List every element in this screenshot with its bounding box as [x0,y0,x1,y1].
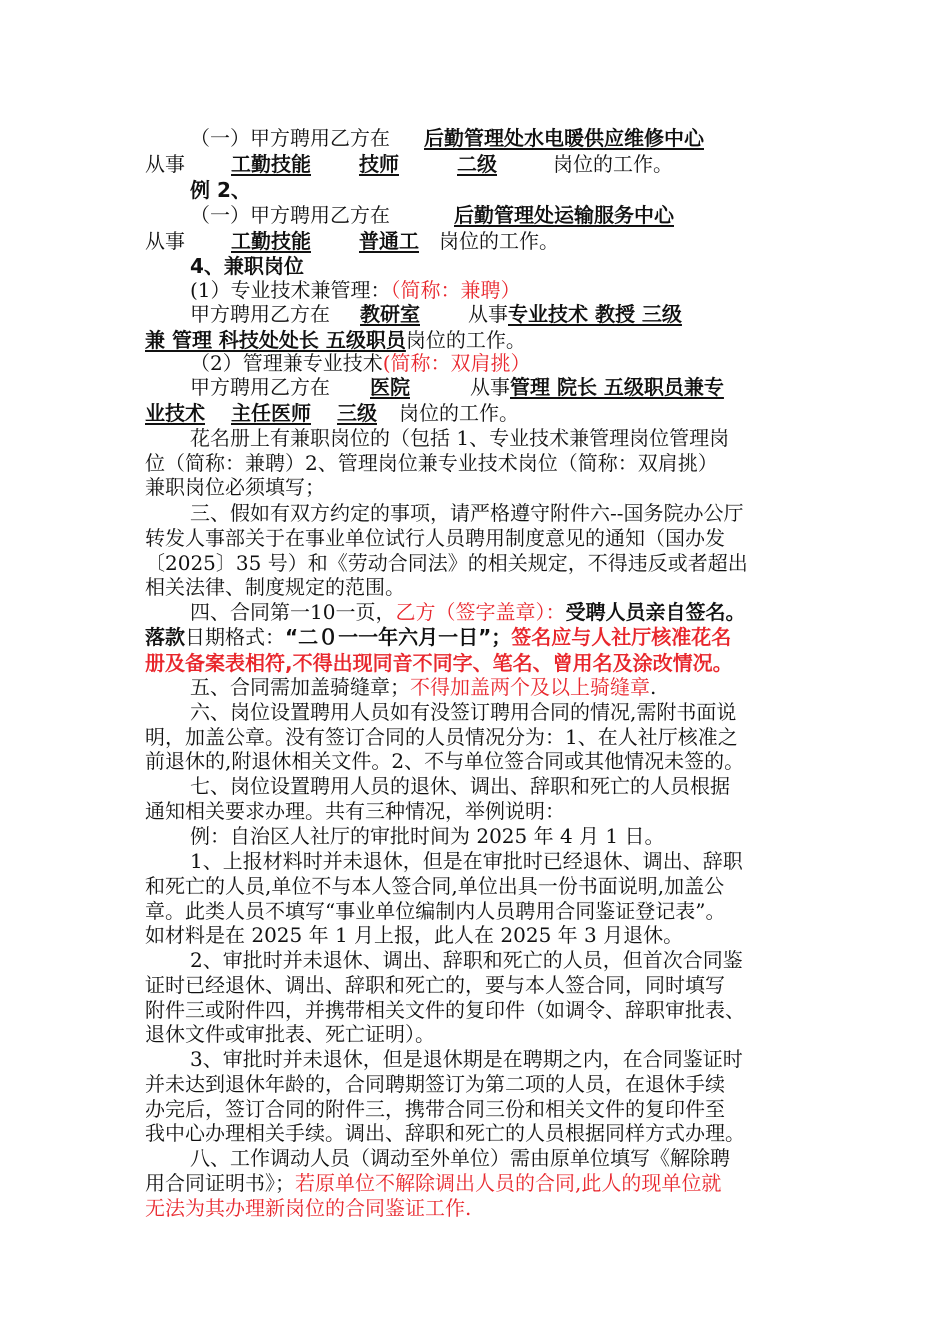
red-note: （简称：兼聘） [390,278,521,302]
text-span: 从事 [145,229,185,253]
underlined-field: 业技术 主任医师 三级 [145,401,377,425]
underlined-field: 教研室 [360,302,420,326]
underlined-field: 工勤技能 普通工 [231,229,419,253]
paragraph-line: 1、上报材料时并未退休，但是在审批时已经退休、调出、辞职 [190,849,743,873]
text-line: 落款日期格式：“二０一一年六月一日”；签名应与人社厅核准花名 [145,625,732,649]
underlined-field: 兼 管理 科技处处长 五级职员 [145,328,406,352]
red-bold-note: 册及备案表相符,不得出现同音不同字、笔名、曾用名及涂改情况。 [145,651,733,675]
red-bold-note: 签名应与人社厅核准花名 [511,625,732,649]
underlined-field: 专业技术 教授 三级 [508,302,682,326]
text-line: 业技术 主任医师 三级 岗位的工作。 [145,401,519,425]
text-line: (1）专业技术兼管理：（简称：兼聘） [190,278,521,302]
underlined-field: 后勤管理处运输服务中心 [454,203,674,227]
text-line: 兼 管理 科技处处长 五级职员岗位的工作。 [145,328,526,352]
text-span: 岗位的工作。 [439,229,559,253]
paragraph-line: 我中心办理相关手续。调出、辞职和死亡的人员根据同样方式办理。 [145,1121,745,1145]
text-span: （一）甲方聘用乙方在 [190,203,390,227]
paragraph-line: 明，加盖公章。没有签订合同的人员情况分为：1、在人社厅核准之 [145,725,738,749]
paragraph-line: 七、岗位设置聘用人员的退休、调出、辞职和死亡的人员根据 [190,774,730,798]
text-line: 四、合同第一10一页，乙方（签字盖章）：受聘人员亲自签名。 [190,600,746,624]
paragraph-line: 〔2025〕35 号）和《劳动合同法》的相关规定，不得违反或者超出 [145,551,748,575]
underlined-field: 医院 [370,375,410,399]
paragraph-line: 和死亡的人员,单位不与本人签合同,单位出具一份书面说明,加盖公 [145,874,725,898]
heading: 例 2、 [190,178,251,202]
paragraph-line: 位（简称：兼聘）2、管理岗位兼专业技术岗位（简称：双肩挑） [145,451,718,475]
paragraph-line: 2、审批时并未退休、调出、辞职和死亡的人员，但首次合同鉴 [190,948,743,972]
paragraph-line: 通知相关要求办理。共有三种情况，举例说明： [145,799,565,823]
paragraph-line: 兼职岗位必须填写； [145,475,325,499]
paragraph-line: 办完后，签订合同的附件三，携带合同三份和相关文件的复印件至 [145,1097,725,1121]
red-note: (简称：双肩挑） [382,351,531,375]
heading: 4、兼职岗位 [190,254,304,278]
red-note: 无法为其办理新岗位的合同鉴证工作. [145,1196,472,1220]
text-line: （2）管理兼专业技术(简称：双肩挑） [190,351,531,375]
text-line [190,202,752,228]
text-line: 甲方聘用乙方在 医院 从事管理 院长 五级职员兼专 [190,375,724,399]
paragraph-line: 八、工作调动人员（调动至外单位）需由原单位填写《解除聘 [190,1146,730,1170]
paragraph-line: 章。此类人员不填写“事业单位编制内人员聘用合同鉴证登记表”。 [145,899,726,923]
red-note: 乙方（签字盖章）： [395,600,566,624]
underlined-field: 工勤技能 技师 二级 [231,152,497,176]
paragraph-line: 例：自治区人社厅的审批时间为 2025 年 4 月 1 日。 [190,824,665,848]
text-line: 甲方聘用乙方在 教研室 从事专业技术 教授 三级 [190,302,682,326]
paragraph-line: 转发人事部关于在事业单位试行人员聘用制度意见的通知（国办发 [145,526,725,550]
paragraph-line: 三、假如有双方约定的事项，请严格遵守附件六--国务院办公厅 [190,501,744,525]
text-span: 岗位的工作。 [553,152,673,176]
underlined-field: 后勤管理处水电暖供应维修中心 [424,126,704,150]
paragraph-line: 前退休的,附退休相关文件。2、不与单位签合同或其他情况未签的。 [145,749,745,773]
text-line [190,125,704,151]
red-note: 不得加盖两个及以上骑缝章 [410,675,650,699]
paragraph-line: 退休文件或审批表、死亡证明）。 [145,1022,435,1046]
bold-text: 受聘人员亲自签名。 [565,600,746,624]
paragraph-line: 证时已经退休、调出、辞职和死亡的，要与本人签合同，同时填写 [145,973,725,997]
paragraph-line: 并未达到退休年龄的，合同聘期签订为第二项的人员，在退休手续 [145,1072,725,1096]
paragraph-line: 如材料是在 2025 年 1 月上报，此人在 2025 年 3 月退休。 [145,923,684,947]
text-span: 从事 [145,152,185,176]
paragraph-line: 花名册上有兼职岗位的（包括 1、专业技术兼管理岗位管理岗 [190,426,730,450]
text-line: 用合同证明书》；若原单位不解除调出人员的合同,此人的现单位就 [145,1171,722,1195]
paragraph-line: 相关法律、制度规定的范围。 [145,575,405,599]
text-line [145,228,559,254]
paragraph-line: 六、岗位设置聘用人员如有没签订聘用合同的情况,需附书面说 [190,700,737,724]
text-line [145,151,673,177]
text-span: （一）甲方聘用乙方在 [190,126,390,150]
underlined-field: 管理 院长 五级职员兼专 [510,375,724,399]
red-note: 若原单位不解除调出人员的合同,此人的现单位就 [295,1171,722,1195]
paragraph-line: 附件三或附件四，并携带相关文件的复印件（如调令、辞职审批表、 [145,998,745,1022]
text-line: 五、合同需加盖骑缝章；不得加盖两个及以上骑缝章. [190,675,657,699]
paragraph-line: 3、审批时并未退休，但是退休期是在聘期之内，在合同鉴证时 [190,1047,743,1071]
